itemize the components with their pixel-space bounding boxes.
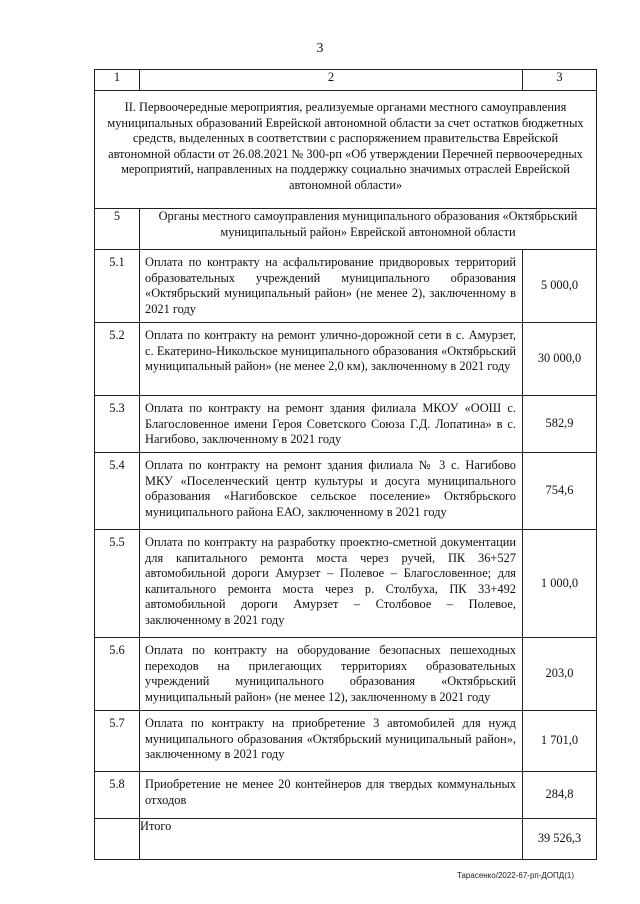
item-number: 5.4 [95,453,140,530]
table-row [95,323,597,396]
item-number: 5.7 [95,711,140,772]
header-col-2: 2 [140,70,523,91]
total-amount: 39 526,3 [523,819,597,860]
table-row [95,638,597,711]
item-number: 5.6 [95,638,140,711]
page-number: 3 [316,41,324,56]
item-description: Приобретение не менее 20 контейнеров для твердых коммунальных отходов [140,772,523,819]
item-number: 5.5 [95,530,140,638]
item-description: Оплата по контракту на оборудование безопасных пешеходных переходов на прилегающих территориях образовательных учреждений муниципального образования «Октябрьский муниципальный район» (не менее 12), заключенному в 2021 году [140,638,523,711]
item-number: 5.1 [95,250,140,323]
item-amount: 5 000,0 [523,250,597,323]
section-title: II. Первоочередные мероприятия, реализуемые органами местного самоуправления муниципальных образований Еврейской автономной области за счет остатков бюджетных средств, выделенных в соответствии с распоряжением правительства Еврейской автономной области от 26.08.2021 № 300-рп «Об утверждении Перечней первоочередных мероприятий, направленных на поддержку социально значимых отраслей Еврейской автономной области» [107,100,584,192]
item-description: Оплата по контракту на ремонт здания филиала № 3 с. Нагибово МКУ «Поселенческий центр культуры и досуга муниципального образования «Нагибовское сельское поселение» Октябрьского муниципального района ЕАО, заключенному в 2021 году [140,453,523,530]
total-number-cell [95,819,140,860]
item-description: Оплата по контракту на разработку проектно-сметной документации для капитального ремонта моста через ручей, ПК 36+527 автомобильной дороги Амурзет – Полевое – Благословенное; для капитального ремонта моста через р. Столбуха, ПК 33+492 автомобильной дороги Амурзет – Столбовое – Полевое, заключенному в 2021 году [140,530,523,638]
header-col-3: 3 [523,70,597,91]
organization-number: 5 [95,209,140,250]
item-number: 5.8 [95,772,140,819]
item-amount: 284,8 [523,772,597,819]
table-row [95,711,597,772]
item-description: Оплата по контракту на асфальтирование придворовых территорий образовательных учреждений муниципального образования «Октябрьский муниципальный район» (не менее 2), заключенному в 2021 году [140,250,523,323]
table-row [95,453,597,530]
measures-table [94,69,597,860]
table-row [95,250,597,323]
item-description: Оплата по контракту на ремонт здания филиала МКОУ «ООШ с. Благословенное имени Героя Советского Союза Г.Д. Лопатина» в с. Нагибово, заключенному в 2021 году [140,396,523,453]
table-row [95,530,597,638]
total-label: Итого [140,819,523,860]
item-amount: 1 701,0 [523,711,597,772]
total-row [95,819,597,860]
header-col-1: 1 [95,70,140,91]
table-row [95,772,597,819]
item-description: Оплата по контракту на приобретение 3 автомобилей для нужд муниципального образования «Октябрьский муниципальный район», заключенному в 2021 году [140,711,523,772]
item-amount: 30 000,0 [523,323,597,396]
organization-row [95,209,597,250]
organization-name: Органы местного самоуправления муниципального образования «Октябрьский муниципальный район» Еврейской автономной области [140,209,597,250]
section-row [95,91,597,209]
item-amount: 1 000,0 [523,530,597,638]
item-amount: 203,0 [523,638,597,711]
item-amount: 754,6 [523,453,597,530]
item-amount: 582,9 [523,396,597,453]
table-row [95,396,597,453]
item-description: Оплата по контракту на ремонт улично-дорожной сети в с. Амурзет, с. Екатерино-Никольское муниципального образования «Октябрьский муниципальный район» (не менее 2,0 км), заключенному в 2021 году [140,323,523,396]
item-number: 5.2 [95,323,140,396]
table-header-row [95,70,597,91]
document-code: Тарасенко/2022-67-рп-ДОПД(1) [456,871,574,880]
section-cell [95,91,597,209]
item-number: 5.3 [95,396,140,453]
